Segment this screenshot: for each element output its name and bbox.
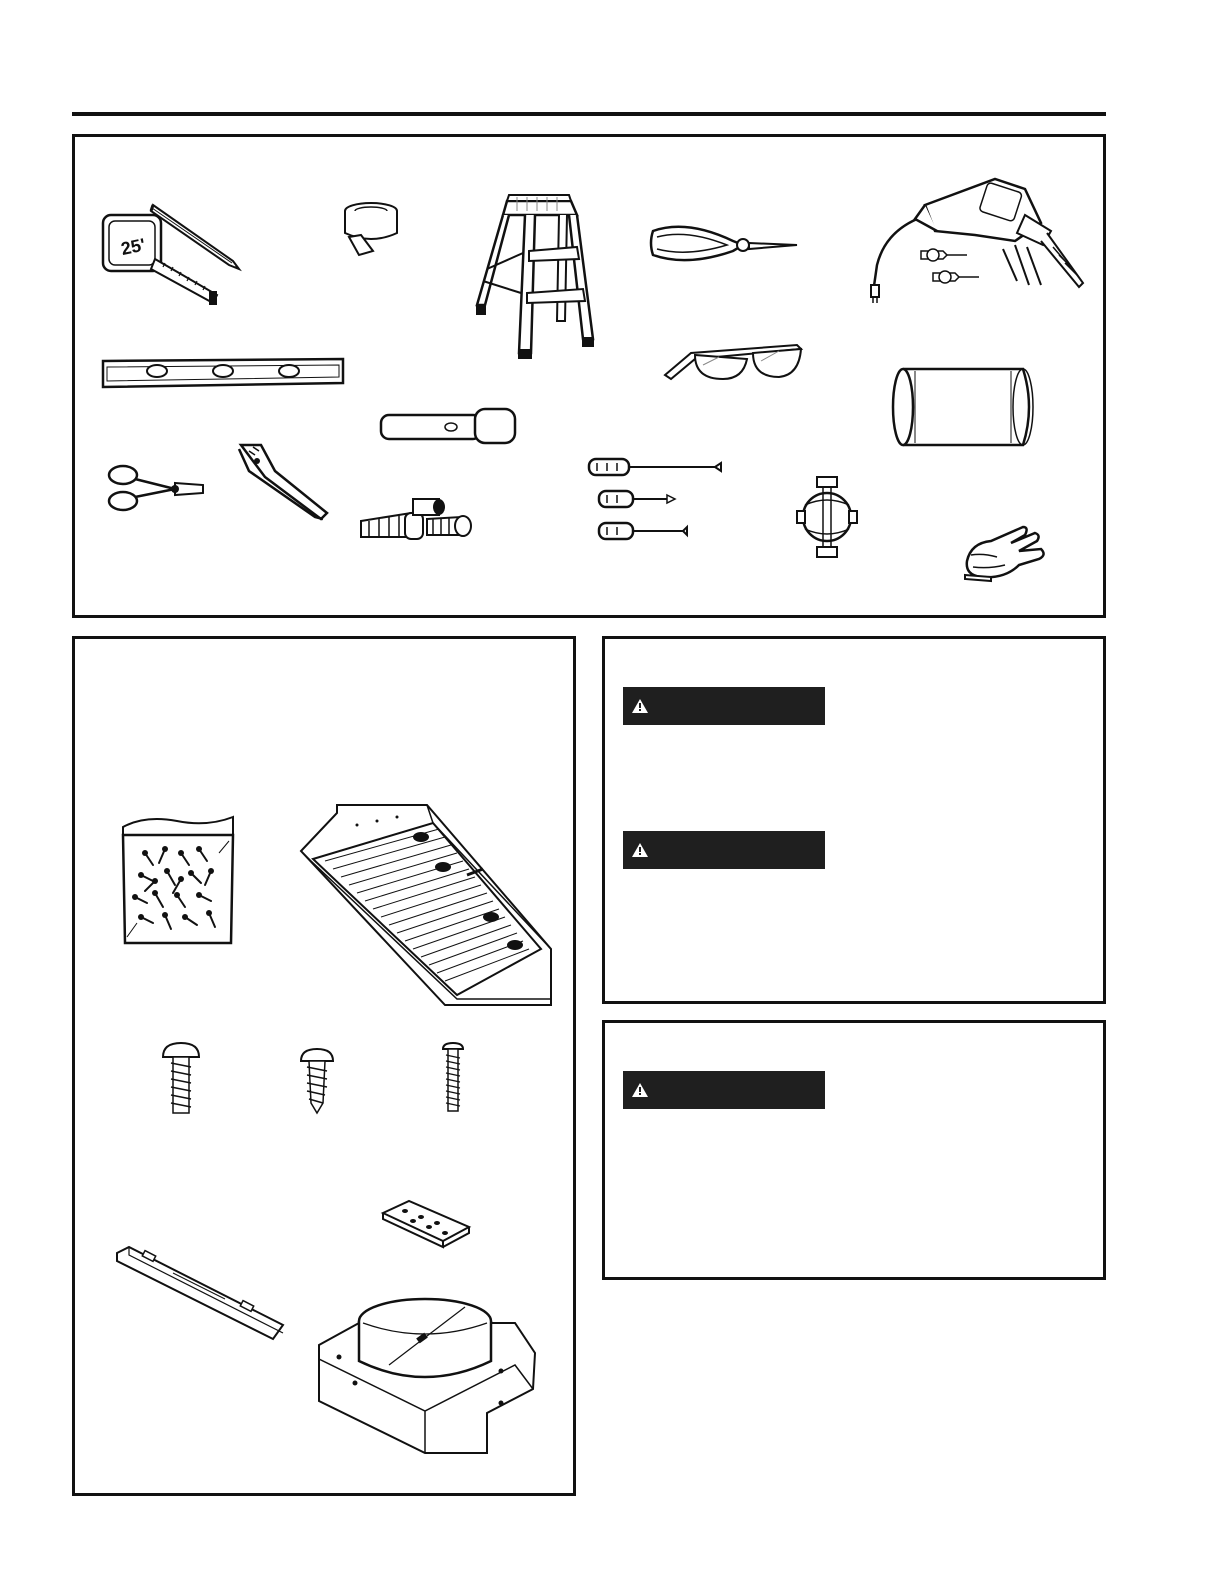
duct-pipe-icon [889,363,1039,449]
pan-head-screw-icon [299,1047,335,1115]
safety-warnings-panel [602,636,1106,1004]
screwdrivers-icon [587,455,723,547]
work-gloves-icon [961,521,1051,583]
mounting-bracket-icon [113,1243,285,1343]
hood-liner-insert-icon [297,799,555,1011]
tools-needed-panel [72,134,1106,618]
warning-triangle-icon [631,698,649,714]
header-rule [72,112,1106,116]
conduit-connector-icon [793,475,863,559]
electrical-warnings-panel [602,1020,1106,1280]
warning-triangle-icon [631,842,649,858]
duct-transition-icon [315,1293,541,1473]
warning-banner-2 [623,831,825,869]
step-ladder-icon [473,189,603,361]
long-wood-screw-icon [441,1041,465,1117]
pencil-icon [149,197,249,277]
wire-stripper-icon [235,441,335,521]
screw-bag-icon [115,813,239,947]
tin-snips-icon [103,461,207,515]
metal-plate-icon [381,1199,471,1249]
round-head-screw-icon [161,1041,201,1117]
warning-banner-1 [623,687,825,725]
warning-triangle-icon [631,1082,649,1098]
needle-nose-pliers-icon [647,217,799,273]
safety-glasses-icon [661,339,809,385]
wire-nuts-icon [357,495,481,547]
level-icon [99,353,349,393]
parts-supplied-panel [72,636,576,1496]
warning-banner-3 [623,1071,825,1109]
duct-tape-icon [341,199,405,263]
drill-bits-icon [917,241,1051,289]
svg-text:25': 25' [119,234,148,260]
socket-wrench-icon [377,407,519,447]
